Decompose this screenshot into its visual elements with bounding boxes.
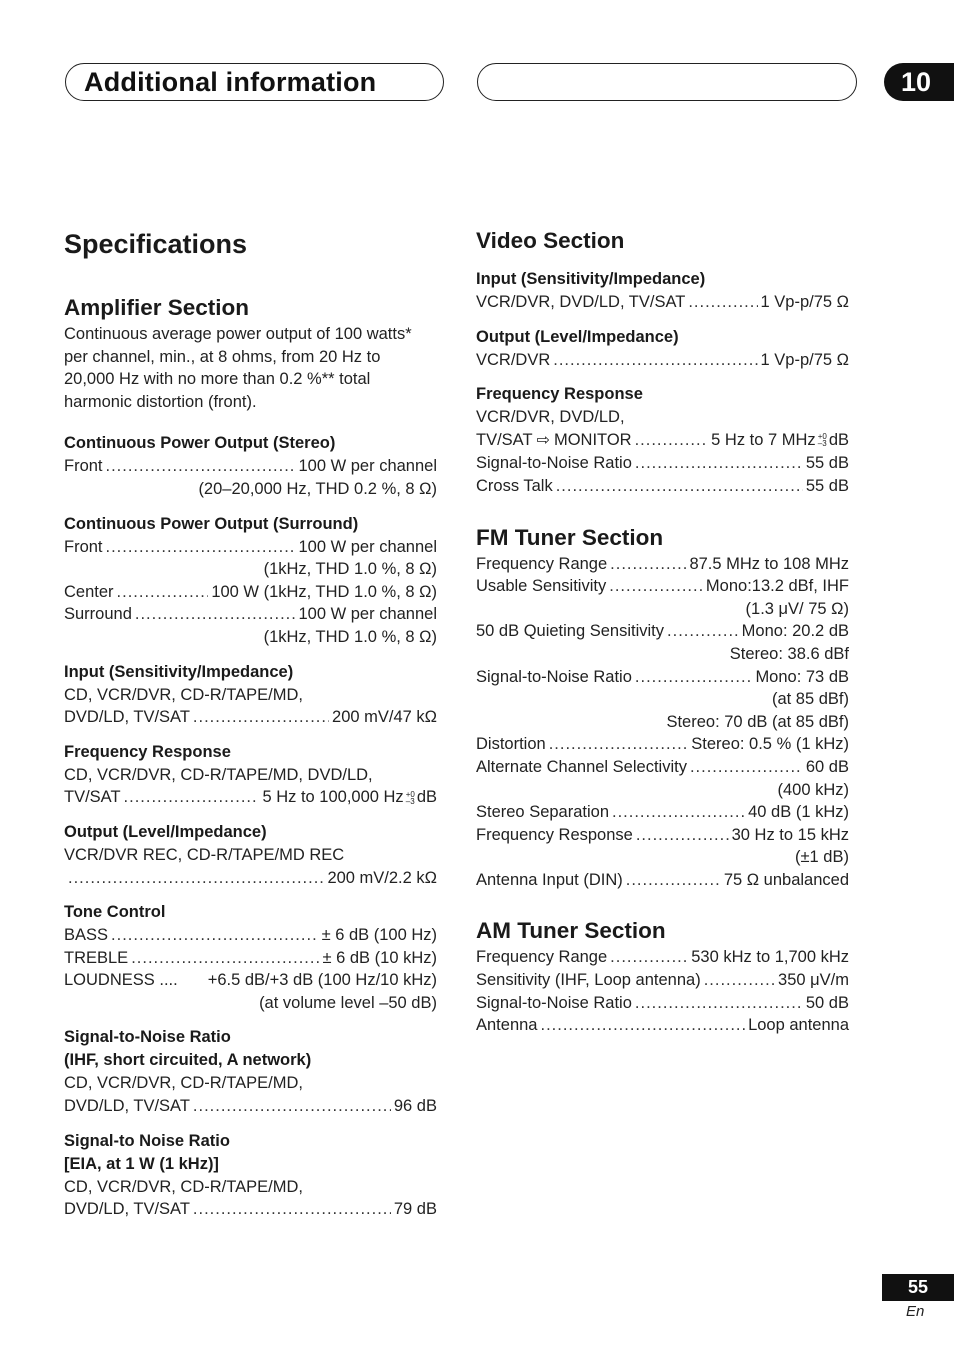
spec-row: Frequency Response ..... 30 Hz to 15 kHz	[476, 824, 849, 847]
header-title: Additional information	[84, 67, 377, 97]
spec-continuation: (at 85 dBf)	[771, 690, 849, 709]
chapter-number-tab: 10	[884, 63, 954, 101]
snr-ihf-subtitle: (IHF, short circuited, A network)	[64, 1051, 312, 1070]
tolerance: +0 –3	[405, 789, 415, 806]
spec-row: Surround ..... 100 W per channel	[64, 603, 437, 626]
video-frequency-title: Frequency Response	[476, 385, 643, 404]
spec-row: Front ..... 100 W per channel	[64, 536, 437, 559]
amplifier-intro: Continuous average power output of 100 watts* per channel, min., at 8 ohms, from 20 Hz to 20,000 Hz with no more than 0.2 %** total harmonic distortion (front).	[64, 325, 412, 411]
amp-output-title: Output (Level/Impedance)	[64, 822, 267, 841]
spec-continuation: (400 kHz)	[777, 780, 849, 799]
spec-row: Cross Talk ..... 55 dB	[476, 475, 849, 498]
spec-continuation: Stereo: 70 dB (at 85 dBf)	[666, 712, 849, 731]
spec-row: Center ..... 100 W (1kHz, THD 1.0 %, 8 Ω)	[64, 581, 437, 604]
spec-continuation: (1kHz, THD 1.0 %, 8 Ω)	[263, 560, 437, 579]
tolerance: +0 –3	[817, 432, 827, 449]
page-number: 55	[882, 1274, 954, 1301]
spec-row: Distortion ..... Stereo: 0.5 % (1 kHz)	[476, 733, 849, 756]
spec-continuation: (±1 dB)	[795, 848, 849, 867]
spec-row: BASS ..... ± 6 dB (100 Hz)	[64, 924, 437, 947]
snr-eia-subtitle: [EIA, at 1 W (1 kHz)]	[64, 1154, 219, 1173]
spec-row: DVD/LD, TV/SAT ..... 79 dB	[64, 1198, 437, 1221]
spec-line: CD, VCR/DVR, CD-R/TAPE/MD,	[64, 1177, 303, 1196]
snr-ihf-title: Signal-to-Noise Ratio	[64, 1028, 231, 1047]
fm-section-title: FM Tuner Section	[476, 524, 664, 550]
stereo-output-title: Continuous Power Output (Stereo)	[64, 434, 336, 453]
spec-continuation: (1kHz, THD 1.0 %, 8 Ω)	[263, 627, 437, 646]
spec-continuation: Stereo: 38.6 dBf	[729, 644, 849, 663]
spec-row: VCR/DVR ..... 1 Vp-p/75 Ω	[476, 349, 849, 372]
amp-frequency-title: Frequency Response	[64, 742, 231, 761]
video-section-title: Video Section	[476, 228, 625, 253]
spec-continuation: (1.3 μV/ 75 Ω)	[745, 599, 849, 618]
spec-row: Signal-to-Noise Ratio ..... 50 dB	[476, 992, 849, 1015]
spec-row: Usable Sensitivity ..... Mono:13.2 dBf, IHF	[476, 575, 849, 598]
spec-row: TV/SAT ⇨ MONITOR ..... 5 Hz to 7 MHz +0 –3 dB	[476, 429, 849, 453]
header-title-box	[65, 63, 444, 101]
spec-row: Stereo Separation ..... 40 dB (1 kHz)	[476, 801, 849, 824]
right-arrow-icon: ⇨	[536, 431, 550, 449]
spec-row: VCR/DVR, DVD/LD, TV/SAT ..... 1 Vp-p/75 Ω	[476, 291, 849, 314]
left-column	[64, 226, 437, 1221]
spec-line: VCR/DVR, DVD/LD,	[476, 408, 625, 427]
header-blank-box	[477, 63, 857, 101]
spec-row: Front ..... 100 W per channel	[64, 455, 437, 478]
spec-continuation: (at volume level –50 dB)	[259, 993, 437, 1012]
language-label: En	[906, 1303, 925, 1320]
spec-row: LOUDNESS .... +6.5 dB/+3 dB (100 Hz/10 kHz)	[64, 971, 437, 990]
spec-line: CD, VCR/DVR, CD-R/TAPE/MD,	[64, 1074, 303, 1093]
spec-row: 50 dB Quieting Sensitivity ..... Mono: 20.2 dB	[476, 620, 849, 643]
spec-row: TV/SAT ..... 5 Hz to 100,000 Hz +0 –3 dB	[64, 786, 437, 809]
spec-row: ..... 200 mV/2.2 kΩ	[64, 867, 437, 890]
right-column	[476, 226, 849, 1037]
spec-row: Frequency Range ..... 87.5 MHz to 108 MHz	[476, 553, 849, 576]
video-output-title: Output (Level/Impedance)	[476, 327, 679, 346]
spec-row: Frequency Range ..... 530 kHz to 1,700 kHz	[476, 946, 849, 969]
spec-row: Antenna ..... Loop antenna	[476, 1014, 849, 1037]
surround-output-title: Continuous Power Output (Surround)	[64, 514, 359, 533]
spec-row: Sensitivity (IHF, Loop antenna) ..... 350 μV/m	[476, 969, 849, 992]
spec-row: Antenna Input (DIN) ..... 75 Ω unbalanced	[476, 869, 849, 892]
spec-row: Alternate Channel Selectivity ..... 60 dB	[476, 756, 849, 779]
am-section-title: AM Tuner Section	[476, 918, 666, 944]
spec-row: Signal-to-Noise Ratio ..... 55 dB	[476, 452, 849, 475]
spec-line: VCR/DVR REC, CD-R/TAPE/MD REC	[64, 845, 345, 864]
spec-row: Signal-to-Noise Ratio ..... Mono: 73 dB	[476, 666, 849, 689]
spec-row: DVD/LD, TV/SAT ..... 200 mV/47 kΩ	[64, 706, 437, 729]
snr-eia-title: Signal-to Noise Ratio	[64, 1131, 230, 1150]
amplifier-section-title: Amplifier Section	[64, 295, 250, 320]
spec-line: CD, VCR/DVR, CD-R/TAPE/MD, DVD/LD,	[64, 765, 373, 784]
spec-row: TREBLE ..... ± 6 dB (10 kHz)	[64, 947, 437, 970]
amp-input-title: Input (Sensitivity/Impedance)	[64, 662, 294, 681]
spec-continuation: (20–20,000 Hz, THD 0.2 %, 8 Ω)	[198, 479, 437, 498]
spec-row: DVD/LD, TV/SAT ..... 96 dB	[64, 1095, 437, 1118]
spec-line: CD, VCR/DVR, CD-R/TAPE/MD,	[64, 685, 303, 704]
video-input-title: Input (Sensitivity/Impedance)	[476, 270, 706, 288]
tone-control-title: Tone Control	[64, 903, 166, 922]
page-title: Specifications	[64, 229, 248, 259]
